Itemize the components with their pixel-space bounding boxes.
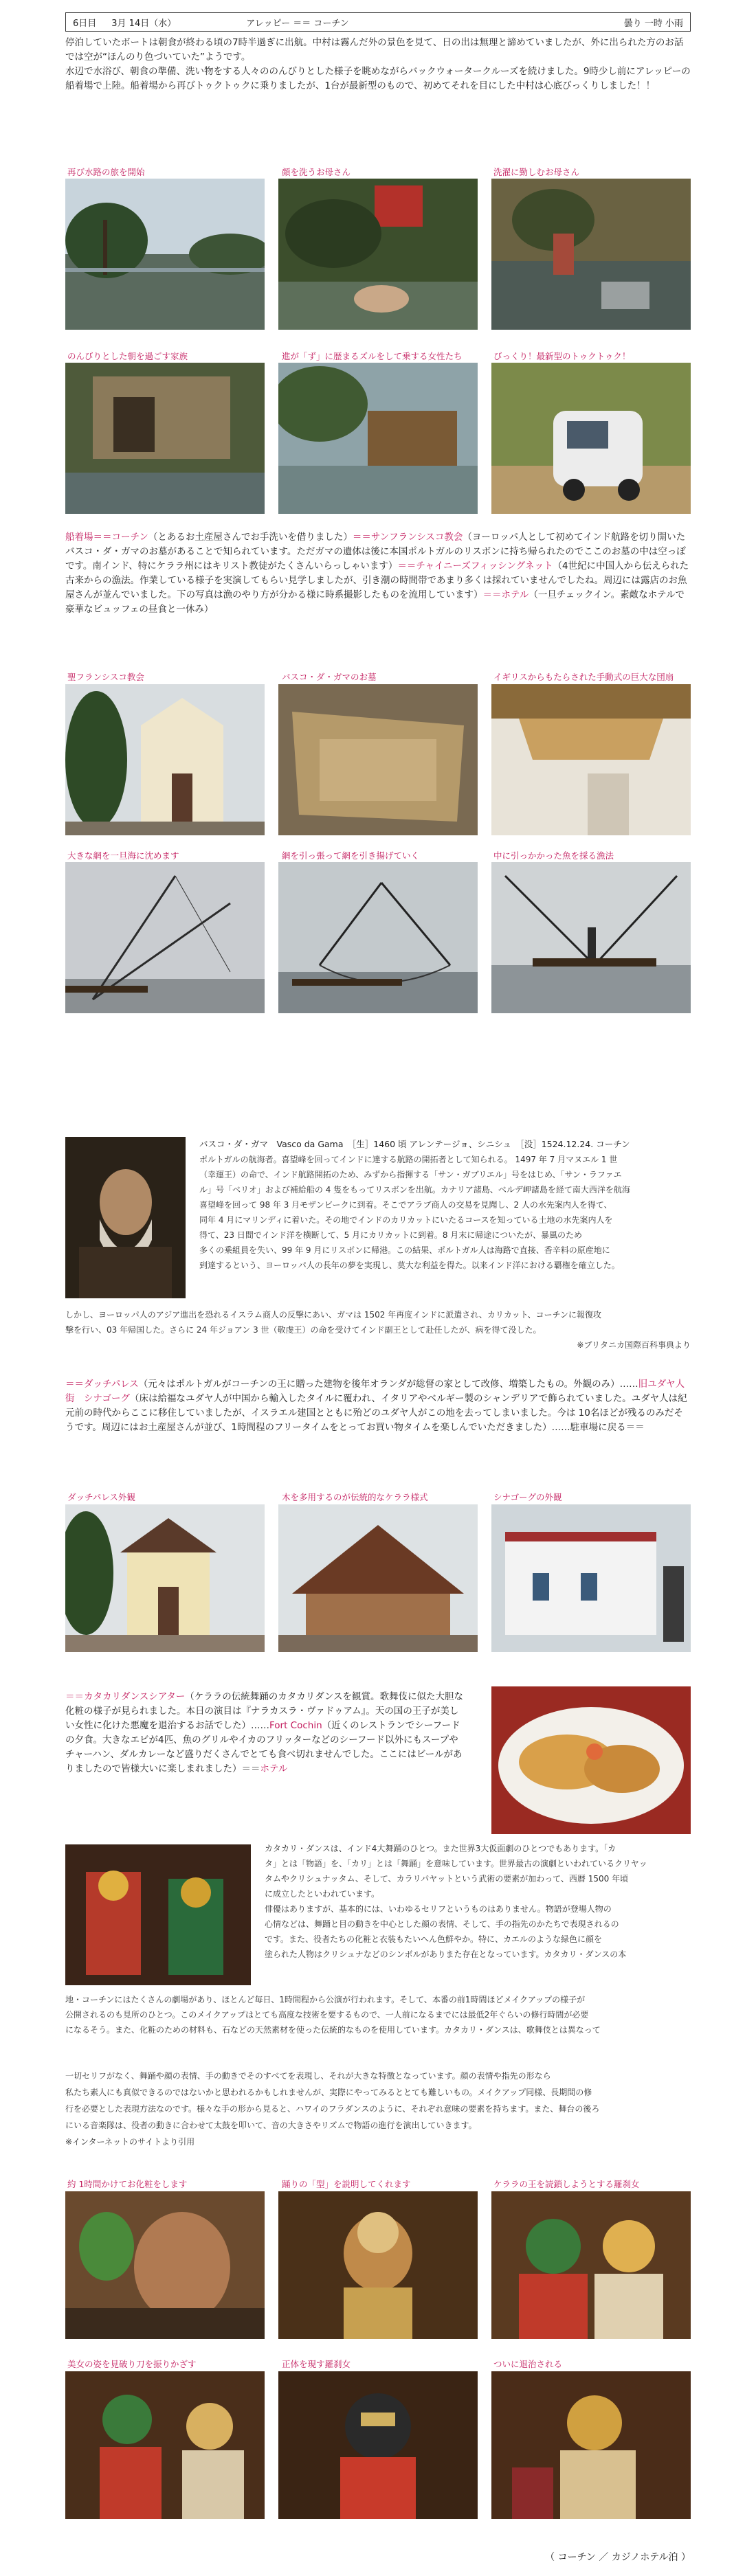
- photo-caption: 大きな網を一旦海に沈めます: [67, 850, 179, 861]
- kathakali-note-line: タ」とは「物語」を、「カリ」とは「舞踊」を意味しています。世界最古の演劇といわれているクリヤッ: [265, 1859, 647, 1868]
- intro-line-2: 水辺で水浴び、朝食の準備、洗い物をする人々ののんびりとした様子を眺めながらバックウォータークルーズを続けました。9時少し前にアレッピーの船着場で上陸。船着場から再びトゥクトゥクに乗りましたが、1台が最新型のもので、初めてそれを目にした中村は心底びっくりしました！！: [65, 66, 691, 91]
- photo-vasco-da-gama-tomb: [278, 684, 478, 835]
- photo-caption: 中に引っかかった魚を採る漁法: [493, 850, 614, 861]
- kathakali-note-line: 私たち素人にも真似できるのではないかと思われるかもしれませんが、実際にやってみるととても難しいもの。メイクアップ同様、長期間の修: [65, 2088, 592, 2097]
- stop-synagogue: 旧ユダヤ人街 シナゴーグ: [65, 1379, 685, 1404]
- note: （一旦チェックイン。素敵なホテルで豪華なビュッフェの昼食と一休み）: [65, 589, 685, 615]
- photo-caption: 約 1時間かけてお化粧をします: [67, 2179, 188, 2189]
- kathakali-note-line: カタカリ・ダンスは、インド4大舞踊のひとつ。また世界3大仮面劇のひとつでもあります。「カ: [265, 1844, 616, 1853]
- photo-caption: 顔を洗うお母さん: [282, 167, 351, 177]
- itinerary-text-4: [65, 1690, 467, 1776]
- photo-sword-raised: [65, 2371, 265, 2519]
- photo-caption: 正体を現す羅刹女: [282, 2359, 351, 2369]
- vasco-bio-title: バスコ・ダ・ガマ Vasco da Gama ［生］1460 頃 アレンテージョ、シニシュ ［没］1524.12.24. コーチン: [199, 1139, 630, 1149]
- photo-caption: 踊りの「型」を説明してくれます: [282, 2179, 411, 2189]
- photo-synagogue: [491, 1504, 691, 1652]
- photo-caption: イギリスからもたらされた手動式の巨大な団扇: [493, 672, 674, 682]
- photo-seafood-dinner: [491, 1686, 691, 1834]
- photo-caption: ケララの王を読鎖しようとする羅刹女: [493, 2179, 640, 2189]
- note: （ヨーロッパ人として初めてインド航路を切り開いたバスコ・ダ・ガマのお墓があることで知られています。ただガマの遺体は後に本国ポルトガルのリスボンに持ち帰られたのでここのお墓の中は空っぽです。南インド、特にケララ州にはキリスト教徒がたくさんいらっしゃいます）: [65, 532, 686, 572]
- kathakali-note-line: にいる音楽隊は、役者の動きに合わせて太鼓を叩いて、音の大きさやリズムで物語の進行を演出していきます。: [65, 2121, 477, 2130]
- photo-defeated: [491, 2371, 691, 2519]
- photo-fish-catch: [491, 862, 691, 1013]
- kathakali-note-line: に成立したといわれています。: [265, 1889, 380, 1899]
- photo-caption: シナゴーグの外観: [493, 1492, 562, 1502]
- vasco-bio: [199, 1137, 691, 1273]
- kathakali-note-line: 俳優はありますが、基本的には、いわゆるセリフというものはありません。物語が登場人物の: [265, 1904, 612, 1914]
- photo-caption: 洗濯に勤しむお母さん: [493, 167, 580, 177]
- stop-hotel: ＝＝ホテル: [482, 589, 529, 600]
- photo-caption: バスコ・ダ・ガマのお墓: [282, 672, 377, 682]
- stop-chinese-fishing-net: ＝＝チャイニーズフィッシングネット: [397, 561, 553, 572]
- photo-caption: 美女の姿を見破り刀を振りかざす: [67, 2359, 197, 2369]
- photo-dance-form: [278, 2191, 478, 2339]
- photo-boat-women: [278, 363, 478, 514]
- route-label: アレッピー ＝＝ コーチン: [246, 18, 349, 29]
- footer-location: （ コーチン ／ カジノホテル泊 ）: [545, 2552, 691, 2563]
- photo-st-francis-church: [65, 684, 265, 835]
- photo-caption: 進が「ず」に歴まるズルをして乗する女性たち: [282, 351, 463, 361]
- kathakali-note-line: 行を必要とした表現方法なのです。様々な手の形から見ると、ハワイのフラダンスのように、それぞれ意味の要素を持ちます。また、舞台の後ろ: [65, 2104, 600, 2114]
- vasco-bio-continued: [65, 1307, 691, 1353]
- vasco-bio-line: 得て、23 日間でインド洋を横断して、5 月にカリカットに到着。8 月末に帰途についたが、暴風のため: [199, 1230, 583, 1240]
- photo-vasco-da-gama-portrait: [65, 1137, 186, 1298]
- photo-new-tuktuk: [491, 363, 691, 514]
- intro-line-1: 停泊していたボートは朝食が終わる頃の7時半過ぎに出航。中村は霧んだ外の景色を見て、日の出は無理と諦めていましたが、外に出られた方のお話では空が“ほんのり色づいていた”ようです。: [65, 37, 684, 63]
- note: （4世紀に中国人から伝えられた古来からの漁法。作業している様子を実演してもらい見学しましたが、引き潮の時間帯であまり多くは採れていませんでしたね。周辺には露店のお魚屋さんが並んでいました。下の写真は漁のやり方が分かる様に時系撮影したものを流用しています）: [65, 561, 689, 600]
- photo-backwater-start: [65, 179, 265, 330]
- vasco-bio-source: ※ブリタニカ国際百科事典より: [577, 1340, 691, 1350]
- kathakali-source: ※インターネットのサイトより引用: [65, 2137, 195, 2147]
- stop-cochin: ＝＝コーチン: [93, 532, 148, 543]
- note: （床は給福なユダヤ人が中国から輸入したタイルに覆われ、イタリアやベルギー製のシャンデリアで飾られていました。ユダヤ人は紀元前の時代からここに移住していましたが、イスラエル建国とともに殆どのユダヤ人がこの地を去ってしまいました。今は 10名ほどが残るのみだそうです。周辺にはお土産屋さんが並び、1時間程のフリータイムをとってお買い物タイムを楽しんでいただきました）……駐車場に戻る＝＝: [65, 1393, 687, 1433]
- photo-caption: 網を引っ張って網を引き揚げていく: [282, 850, 420, 861]
- photo-kerala-style-building: [278, 1504, 478, 1652]
- photo-caption: 木を多用するのが伝統的なケララ様式: [282, 1492, 428, 1502]
- kathakali-note-2: [65, 2068, 691, 2150]
- stop-kathakali-theater: ＝＝カタカリダンスシアター: [65, 1691, 186, 1702]
- photo-makeup: [65, 2191, 265, 2339]
- weather-label: 曇り 一時 小雨: [623, 18, 683, 29]
- stop-pier: 船着場: [65, 532, 93, 543]
- photo-rakshasi-tempting: [491, 2191, 691, 2339]
- vasco-bio-line: （幸運王）の命で、インド航路開拓のため、みずから指揮する「サン・ガブリエル」号をはじめ、「サン・ラファエ: [199, 1170, 622, 1179]
- note: （近くのレストランでシーフードの夕食。大きなエビが4匹、魚のグリルやイカのフリッターなどのシーフード以外にもスープやチャーハン、ダルカレーなど盛りだくさんでとても食べ切れませんでした。ここにはビールがありましたので皆様大いに楽しまれました）＝＝: [65, 1720, 463, 1774]
- photo-net-raised: [278, 862, 478, 1013]
- note: （とあるお土産屋さんでお手洗いを借りました）: [148, 532, 353, 543]
- kathakali-note-line: になるそう。また、化粧のための材料も、石などの天然素材を使った伝統的なものを使用しています。カタカリ・ダンスは、歌舞伎とは異なって: [65, 2025, 601, 2035]
- photo-caption: ダッチパレス外観: [67, 1492, 135, 1502]
- photo-caption: 聖フランシスコ教会: [67, 672, 144, 682]
- kathakali-note-line: 公開されるのも見所のひとつ。このメイクアップはとても高度な技術を要するもので、一人前になるまでには最低2年ぐらいの修行時間が必要: [65, 2010, 589, 2020]
- photo-kathakali-stage: [65, 1844, 251, 1985]
- stop-dutch-palace: ＝＝ダッチパレス: [65, 1379, 139, 1390]
- day-header: [65, 12, 691, 32]
- day-label: 6日目: [73, 18, 97, 29]
- kathakali-note-line: 心情などは、舞踊と目の動きを中心とした顔の表情、そして、手の指先のかたちで表現されるの: [265, 1919, 619, 1929]
- kathakali-note-line: 一切セリフがなく、舞踊や顔の表情、手の動きでそのすべてを表現し、それが大きな特徴となっています。顔の表情や指先の形なら: [65, 2071, 551, 2081]
- vasco-bio-line: 撃を行い、03 年帰国した。さらに 24 年ジョアン 3 世（敬虔王）の命を受けてインド副王として赴任したが、病を得て没した。: [65, 1325, 542, 1335]
- photo-family-morning: [65, 363, 265, 514]
- itinerary-text-3: [65, 1377, 691, 1435]
- kathakali-note-line: です。また、役者たちの化粧と衣装もたいへん色鮮やか。特に、カエルのような緑色に顔を: [265, 1934, 603, 1944]
- date-label: 3月 14日（水）: [111, 18, 177, 29]
- photo-mother-laundry: [491, 179, 691, 330]
- stop-san-francisco-church: ＝＝サンフランシスコ教会: [352, 532, 463, 543]
- vasco-bio-line: しかし、ヨーロッパ人のアジア進出を恐れるイスラム商人の反撃にあい、ガマは 1502 年再度インドに派遣され、カリカット、コーチンに報復攻: [65, 1310, 602, 1320]
- stop-hotel-night: ホテル: [260, 1763, 288, 1774]
- photo-caption: びっくり！最新型のトゥクトゥク！: [493, 351, 631, 361]
- kathakali-note-line: 地・コーチンにはたくさんの劇場があり、ほとんど毎日、1時間程から公演が行われます。そして、本番の前1時間ほどメイクアップの様子が: [65, 1995, 586, 2004]
- photo-rakshasi-revealed: [278, 2371, 478, 2519]
- kathakali-note-continued: [65, 1992, 691, 2037]
- photo-caption: ついに退治される: [493, 2359, 563, 2369]
- photo-net-lowered: [65, 862, 265, 1013]
- photo-mother-washing-face: [278, 179, 478, 330]
- kathakali-note-line: タムやクリシュナッタム、そして、カラリパヤットという武術の要素が加わって、西暦 1500 年頃: [265, 1874, 629, 1884]
- vasco-bio-line: 喜望峰を回って 98 年 3 月モザンビークに到着。そこでアラブ商人の交易を見聞し、2 人の水先案内人を得て、: [199, 1200, 612, 1210]
- note: （ケララの伝統舞踊のカタカリダンスを観賞。歌舞伎に似た大胆な化粧の様子が見られました。本日の演目は『ナラカスラ・ヴァドゥアム』。天の国の王子が美しい女性に化けた悪魔を退治するお話でした）……: [65, 1691, 464, 1731]
- photo-dutch-palace: [65, 1504, 265, 1652]
- vasco-bio-line: 同年 4 月にマリンディに着いた。その地でインドのカリカットにいたるコースを知っている土地の水先案内人を: [199, 1215, 613, 1225]
- intro-text: [65, 36, 691, 93]
- kathakali-note: [265, 1841, 691, 1962]
- kathakali-note-line: 塗られた人物はクリシュナなどのシンボルがありまた存在となっています。カタカリ・ダンスの本: [265, 1950, 627, 1959]
- vasco-bio-line: ポルトガルの航海者。喜望峰を回ってインドに達する航路の開拓者として知られる。 1497 年 7 月マヌエル 1 世: [199, 1155, 618, 1164]
- vasco-bio-line: 到達するという、ヨーロッパ人の長年の夢を実現し、莫大な利益を得た。以来インド洋における覇権を確立した。: [199, 1261, 620, 1270]
- photo-caption: のんびりとした朝を過ごす家族: [67, 351, 188, 361]
- photo-caption: 再び水路の旅を開始: [67, 167, 145, 177]
- vasco-bio-line: 多くの乗組員を失い、99 年 9 月にリスボンに帰港。この結果、ポルトガル人は海路で直接、香辛料の原産地に: [199, 1245, 610, 1255]
- photo-manual-fan: [491, 684, 691, 835]
- vasco-bio-line: ル」号「ベリオ」および補給船の 4 隻をもってリスボンを出航。カナリア諸島、ベルデ岬諸島を経て南大西洋を航海: [199, 1185, 630, 1195]
- note: （元々はポルトガルがコーチンの王に贈った建物を後年オランダが総督の家として改修、増築したもの。外観のみ）……: [138, 1379, 638, 1390]
- stop-fort-cochin: Fort Cochin: [269, 1720, 322, 1731]
- itinerary-text-2: [65, 530, 691, 617]
